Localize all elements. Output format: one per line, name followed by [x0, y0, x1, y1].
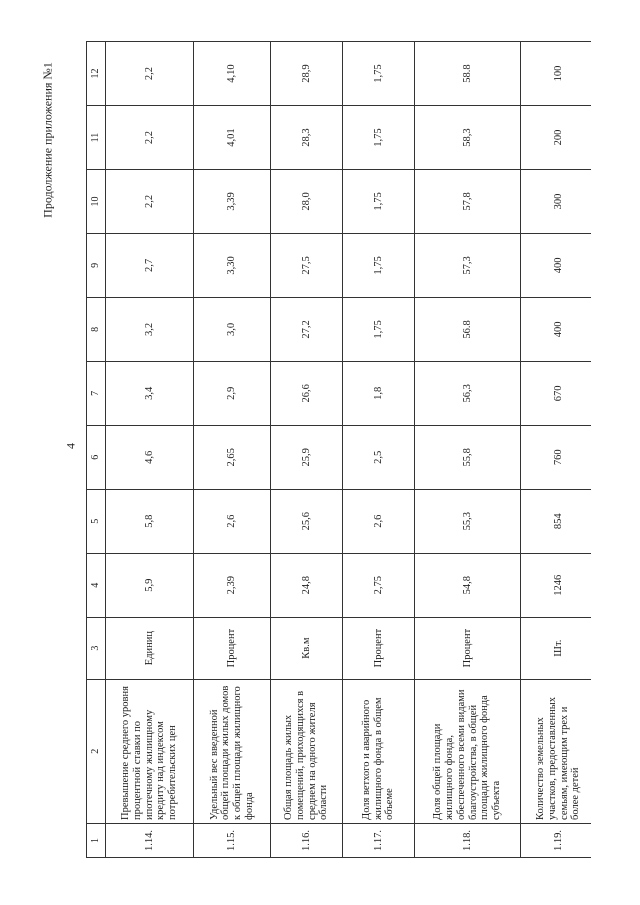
value-cell: 28,3 — [271, 106, 343, 170]
col-header: 4 — [87, 553, 106, 617]
value-cell: 670 — [521, 361, 592, 425]
value-cell: 3,0 — [194, 297, 271, 361]
value-cell: 2,6 — [194, 489, 271, 553]
value-cell: 4,6 — [106, 425, 194, 489]
row-number: 1.19. — [521, 823, 592, 857]
value-cell: 57,3 — [415, 233, 521, 297]
value-cell: 3,39 — [194, 169, 271, 233]
value-cell: 56,3 — [415, 361, 521, 425]
value-cell: 28,9 — [271, 42, 343, 106]
indicator-name: Количество земельных участков, предоставленных семьям, имеющим трех и более детей — [521, 679, 592, 823]
value-cell: 55,8 — [415, 425, 521, 489]
value-cell: 57,8 — [415, 169, 521, 233]
col-header: 3 — [87, 617, 106, 679]
value-cell: 1,75 — [343, 233, 415, 297]
value-cell: 1,75 — [343, 297, 415, 361]
row-number: 1.17. — [343, 823, 415, 857]
value-cell: 1,8 — [343, 361, 415, 425]
col-header: 6 — [87, 425, 106, 489]
value-cell: 1,75 — [343, 106, 415, 170]
indicator-name: Общая площадь жилых помещений, приходящихся в среднем на одного жителя области — [271, 679, 343, 823]
value-cell: 2,39 — [194, 553, 271, 617]
value-cell: 1246 — [521, 553, 592, 617]
row-number: 1.15. — [194, 823, 271, 857]
value-cell: 300 — [521, 169, 592, 233]
col-header: 1 — [87, 823, 106, 857]
col-header: 12 — [87, 42, 106, 106]
value-cell: 2,65 — [194, 425, 271, 489]
value-cell: 58.8 — [415, 42, 521, 106]
value-cell: 5,9 — [106, 553, 194, 617]
value-cell: 58,3 — [415, 106, 521, 170]
value-cell: 1,75 — [343, 169, 415, 233]
value-cell: 4,01 — [194, 106, 271, 170]
table-row — [106, 42, 194, 858]
value-cell: 2,2 — [106, 106, 194, 170]
value-cell: 400 — [521, 233, 592, 297]
row-number: 1.16. — [271, 823, 343, 857]
unit-cell: Процент — [343, 617, 415, 679]
page-number: 4 — [63, 443, 78, 449]
value-cell: 100 — [521, 42, 592, 106]
row-number: 1.18. — [415, 823, 521, 857]
col-header: 8 — [87, 297, 106, 361]
value-cell: 24,8 — [271, 553, 343, 617]
value-cell: 26,6 — [271, 361, 343, 425]
value-cell: 3,2 — [106, 297, 194, 361]
value-cell: 28,0 — [271, 169, 343, 233]
value-cell: 2,2 — [106, 42, 194, 106]
value-cell: 200 — [521, 106, 592, 170]
value-cell: 2,2 — [106, 169, 194, 233]
col-header: 5 — [87, 489, 106, 553]
value-cell: 55,3 — [415, 489, 521, 553]
col-header: 7 — [87, 361, 106, 425]
value-cell: 2,5 — [343, 425, 415, 489]
rotated-table-frame — [86, 41, 591, 858]
value-cell: 25,9 — [271, 425, 343, 489]
unit-cell: Единиц — [106, 617, 194, 679]
value-cell: 2,7 — [106, 233, 194, 297]
value-cell: 5,8 — [106, 489, 194, 553]
unit-cell: Кв.м — [271, 617, 343, 679]
value-cell: 54,8 — [415, 553, 521, 617]
value-cell: 400 — [521, 297, 592, 361]
indicator-name: Доля ветхого и аварийного жилищного фонда в общем объеме — [343, 679, 415, 823]
table-row — [521, 42, 592, 858]
table-row — [343, 42, 415, 858]
unit-cell: Процент — [415, 617, 521, 679]
col-header: 10 — [87, 169, 106, 233]
table-row — [194, 42, 271, 858]
value-cell: 27,2 — [271, 297, 343, 361]
unit-cell: Процент — [194, 617, 271, 679]
value-cell: 3,4 — [106, 361, 194, 425]
unit-cell: Шт. — [521, 617, 592, 679]
appendix-continuation-label: Продолжение приложения №1 — [40, 62, 55, 218]
value-cell: 27,5 — [271, 233, 343, 297]
row-number: 1.14. — [106, 823, 194, 857]
indicators-table — [86, 41, 591, 858]
value-cell: 1,75 — [343, 42, 415, 106]
table-row — [415, 42, 521, 858]
indicator-name: Превышение среднего уровня процентной ставки по ипотечному жилищному кредиту над индексом потребительских цен — [106, 679, 194, 823]
value-cell: 56.8 — [415, 297, 521, 361]
value-cell: 760 — [521, 425, 592, 489]
col-header: 11 — [87, 106, 106, 170]
header-row — [87, 42, 106, 858]
indicator-name: Доля общей площади жилищного фонда, обеспеченного всеми видами благоустройства, в общей площади жилищного фонда субъекта — [415, 679, 521, 823]
value-cell: 4,10 — [194, 42, 271, 106]
col-header: 9 — [87, 233, 106, 297]
value-cell: 3,30 — [194, 233, 271, 297]
value-cell: 25,6 — [271, 489, 343, 553]
value-cell: 2,75 — [343, 553, 415, 617]
table-row — [271, 42, 343, 858]
value-cell: 2,6 — [343, 489, 415, 553]
indicator-name: Удельный вес введенной общей площади жилых домов к общей площади жилищного фонда — [194, 679, 271, 823]
col-header: 2 — [87, 679, 106, 823]
value-cell: 854 — [521, 489, 592, 553]
value-cell: 2,9 — [194, 361, 271, 425]
